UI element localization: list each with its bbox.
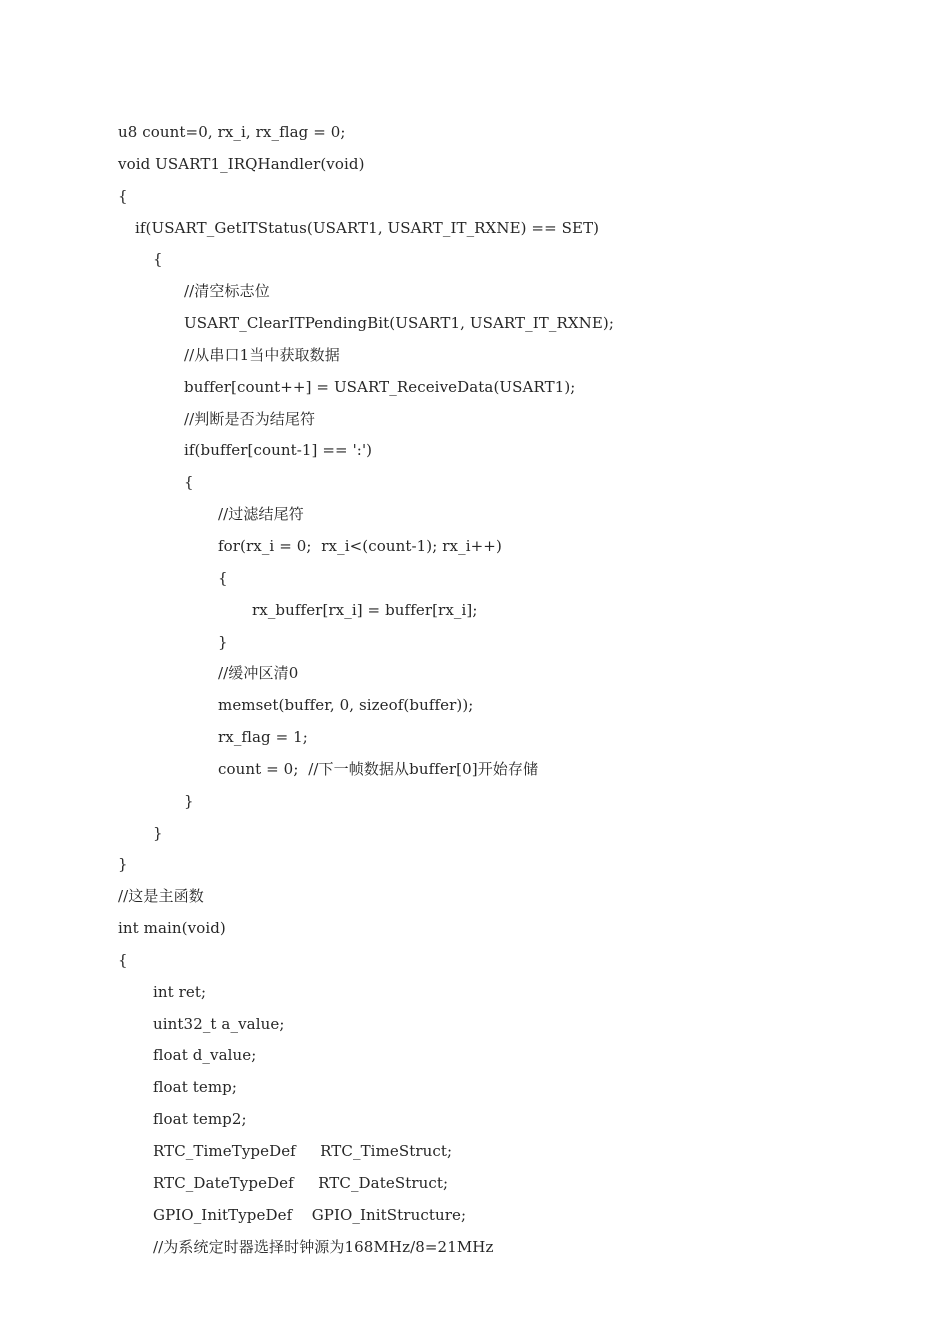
code-line: } (184, 791, 194, 810)
code-line: if(buffer[count-1] == ':') (184, 441, 373, 460)
code-line: } (218, 632, 228, 651)
code-line: { (218, 568, 228, 587)
code-line: buffer[count++] = USART_ReceiveData(USART1); (184, 377, 576, 396)
code-comment-line: //为系统定时器选择时钟源为168MHz/8=21MHz (153, 1237, 494, 1256)
code-comment-line: //过滤结尾符 (218, 505, 304, 524)
code-line: if(USART_GetITStatus(USART1, USART_IT_RXNE) == SET) (135, 218, 600, 237)
code-comment-line: //这是主函数 (118, 887, 204, 906)
code-line: for(rx_i = 0; rx_i<(count-1); rx_i++) (218, 536, 502, 555)
code-line: rx_buffer[rx_i] = buffer[rx_i]; (252, 600, 478, 619)
code-comment-line: //判断是否为结尾符 (184, 409, 316, 428)
code-line: u8 count=0, rx_i, rx_flag = 0; (118, 123, 346, 141)
code-line: count = 0; //下一帧数据从buffer[0]开始存储 (218, 759, 539, 778)
code-line: int main(void) (118, 919, 226, 938)
code-line: USART_ClearITPendingBit(USART1, USART_IT_RXNE); (184, 314, 615, 333)
code-line: float d_value; (153, 1046, 257, 1065)
code-line: void USART1_IRQHandler(void) (118, 154, 365, 173)
code-line: RTC_TimeTypeDef RTC_TimeStruct; (153, 1142, 453, 1160)
code-line: uint32_t a_value; (153, 1014, 285, 1033)
code-line: GPIO_InitTypeDef GPIO_InitStructure; (153, 1205, 467, 1224)
code-line: float temp; (153, 1078, 238, 1097)
code-line: float temp2; (153, 1110, 247, 1129)
code-comment-line: //从串口1当中获取数据 (184, 345, 340, 364)
code-line: int ret; (153, 982, 207, 1001)
code-listing (118, 117, 614, 1263)
code-line: { (153, 250, 163, 269)
code-line: } (153, 823, 163, 842)
code-comment-line: //缓冲区清0 (218, 664, 299, 683)
code-line: { (184, 473, 194, 492)
code-line: memset(buffer, 0, sizeof(buffer)); (218, 696, 474, 715)
code-line: rx_flag = 1; (218, 728, 308, 747)
code-line: } (118, 855, 128, 874)
code-line: { (118, 950, 128, 969)
code-comment-line: //清空标志位 (184, 282, 270, 301)
code-line: RTC_DateTypeDef RTC_DateStruct; (153, 1173, 449, 1192)
code-line: { (118, 186, 128, 205)
